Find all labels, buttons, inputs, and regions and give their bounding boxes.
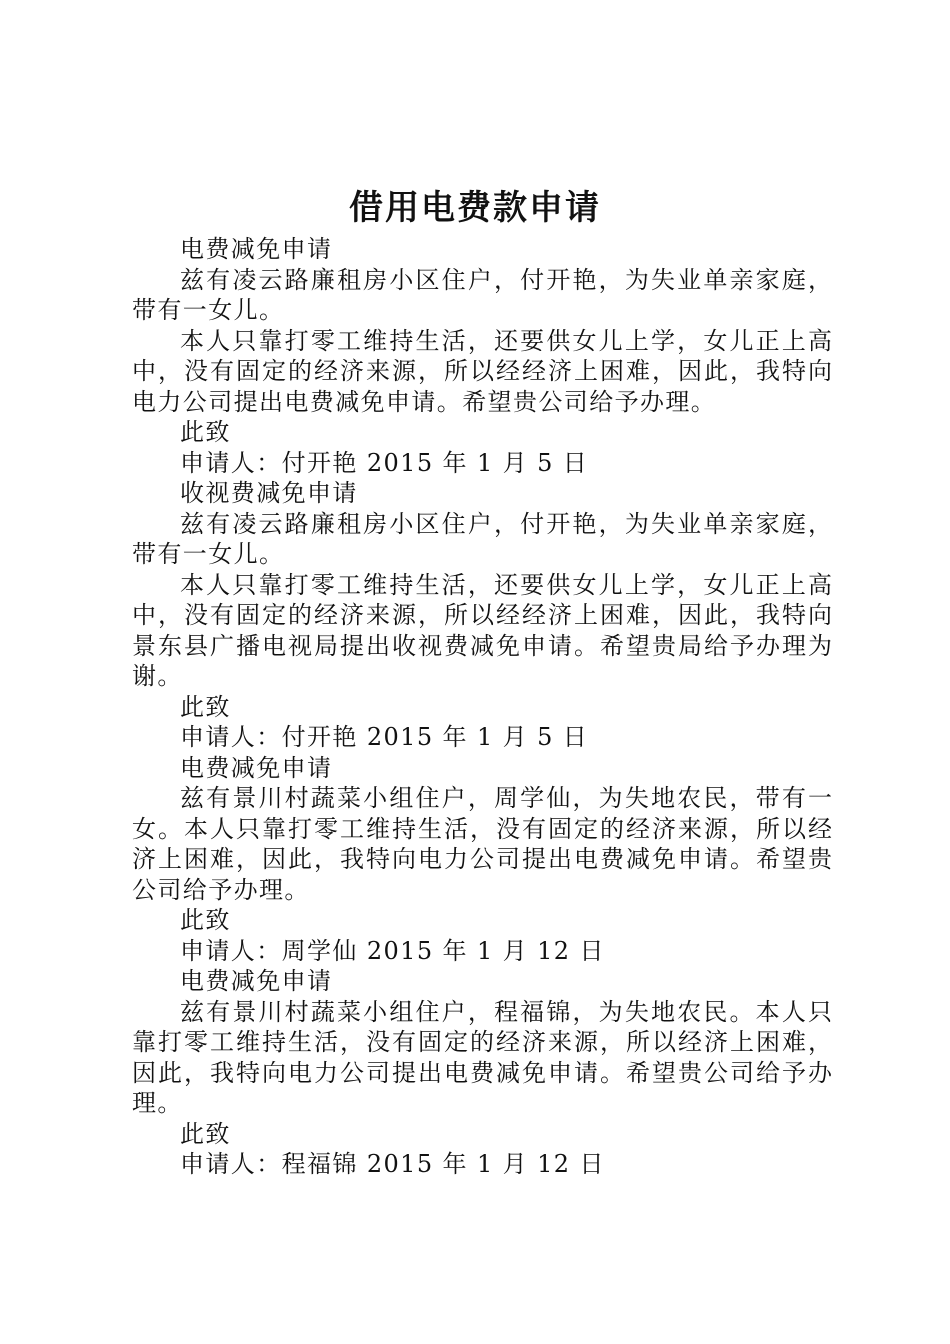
signature-line: 申请人：付开艳 2015 年 1 月 5 日 <box>180 723 589 751</box>
paragraph-line: 理。 <box>132 1089 183 1117</box>
document-body <box>132 234 832 1180</box>
paragraph-line: 兹有凌云路廉租房小区住户，付开艳，为失业单亲家庭， <box>180 509 832 538</box>
closing-text: 此致 <box>180 1119 231 1148</box>
signature-line: 申请人：程福锦 2015 年 1 月 12 日 <box>180 1150 605 1178</box>
closing-text: 此致 <box>180 906 231 934</box>
section-tv-fee <box>132 478 832 753</box>
paragraph-line: 因此，我特向电力公司提出电费减免申请。希望贵公司给予办 <box>132 1058 832 1087</box>
section-heading: 电费减免申请 <box>180 967 333 995</box>
paragraph-line: 本人只靠打零工维持生活，还要供女儿上学，女儿正上高 <box>180 570 832 599</box>
section-electricity-fee-1 <box>132 234 832 478</box>
section-heading: 电费减免申请 <box>180 753 333 782</box>
paragraph-line: 济上困难，因此，我特向电力公司提出电费减免申请。希望贵 <box>132 845 832 873</box>
paragraph-line: 电力公司提出电费减免申请。希望贵公司给予办理。 <box>132 387 717 416</box>
paragraph-line: 靠打零工维持生活，没有固定的经济来源，所以经济上困难， <box>132 1028 832 1056</box>
section-heading: 收视费减免申请 <box>180 479 358 507</box>
paragraph-line: 公司给予办理。 <box>132 875 310 904</box>
section-electricity-fee-3 <box>132 966 832 1180</box>
closing-text: 此致 <box>180 692 231 721</box>
signature-line: 申请人：周学仙 2015 年 1 月 12 日 <box>180 936 605 965</box>
paragraph-line: 女。本人只靠打零工维持生活，没有固定的经济来源，所以经 <box>132 814 832 843</box>
paragraph-line: 带有一女儿。 <box>132 296 285 324</box>
document-title: 借用电费款申请 <box>349 188 601 228</box>
paragraph-line: 兹有景川村蔬菜小组住户，周学仙，为失地农民，带有一 <box>180 784 832 812</box>
paragraph-line: 中，没有固定的经济来源，所以经经济上困难，因此，我特向 <box>132 601 832 629</box>
paragraph-line: 兹有凌云路廉租房小区住户，付开艳，为失业单亲家庭， <box>180 265 832 294</box>
paragraph-line: 本人只靠打零工维持生活，还要供女儿上学，女儿正上高 <box>180 326 832 355</box>
paragraph-line: 景东县广播电视局提出收视费减免申请。希望贵局给予办理为 <box>132 631 832 660</box>
closing-text: 此致 <box>180 418 231 446</box>
paragraph-line: 谢。 <box>132 662 183 690</box>
section-electricity-fee-2 <box>132 753 832 967</box>
signature-line: 申请人：付开艳 2015 年 1 月 5 日 <box>180 448 589 477</box>
paragraph-line: 中，没有固定的经济来源，所以经经济上困难，因此，我特向 <box>132 357 832 385</box>
paragraph-line: 带有一女儿。 <box>132 540 285 568</box>
paragraph-line: 兹有景川村蔬菜小组住户，程福锦，为失地农民。本人只 <box>180 997 832 1026</box>
section-heading: 电费减免申请 <box>180 235 333 263</box>
